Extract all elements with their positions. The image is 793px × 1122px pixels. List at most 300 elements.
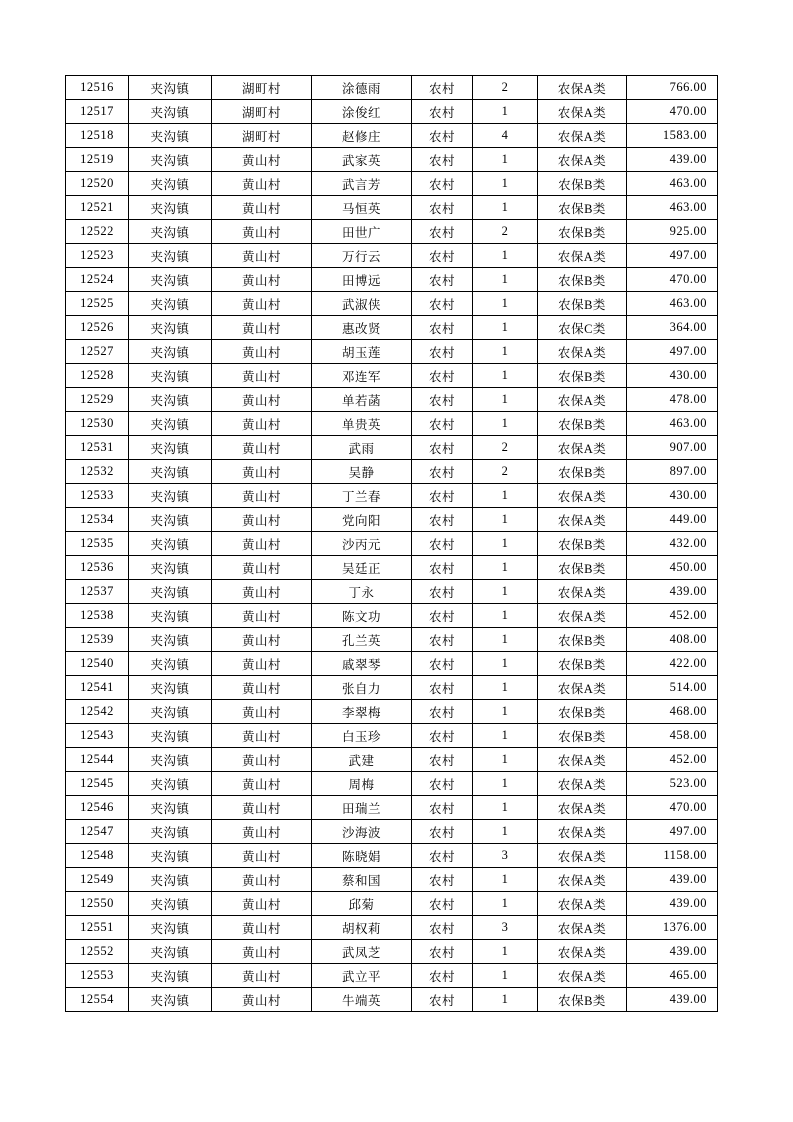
cell-category: 农保A类 <box>538 604 627 628</box>
cell-count: 1 <box>473 892 538 916</box>
cell-count: 1 <box>473 820 538 844</box>
cell-name: 陈文功 <box>312 604 412 628</box>
cell-category: 农保B类 <box>538 724 627 748</box>
cell-count: 1 <box>473 748 538 772</box>
cell-id: 12549 <box>66 868 129 892</box>
cell-amount: 497.00 <box>627 340 718 364</box>
cell-id: 12521 <box>66 196 129 220</box>
cell-village: 湖町村 <box>212 100 312 124</box>
cell-amount: 1158.00 <box>627 844 718 868</box>
cell-count: 1 <box>473 988 538 1012</box>
cell-town: 夹沟镇 <box>129 220 212 244</box>
cell-town: 夹沟镇 <box>129 340 212 364</box>
cell-category: 农保A类 <box>538 148 627 172</box>
cell-village: 黄山村 <box>212 868 312 892</box>
cell-amount: 422.00 <box>627 652 718 676</box>
table-row <box>66 988 718 1012</box>
cell-type: 农村 <box>412 580 473 604</box>
cell-type: 农村 <box>412 220 473 244</box>
cell-amount: 1583.00 <box>627 124 718 148</box>
cell-town: 夹沟镇 <box>129 556 212 580</box>
cell-name: 万行云 <box>312 244 412 268</box>
cell-name: 吴廷正 <box>312 556 412 580</box>
cell-name: 涂俊红 <box>312 100 412 124</box>
cell-town: 夹沟镇 <box>129 844 212 868</box>
table-row <box>66 676 718 700</box>
table-row <box>66 916 718 940</box>
cell-count: 1 <box>473 508 538 532</box>
cell-village: 黄山村 <box>212 196 312 220</box>
cell-amount: 432.00 <box>627 532 718 556</box>
cell-count: 2 <box>473 436 538 460</box>
cell-type: 农村 <box>412 892 473 916</box>
cell-village: 黄山村 <box>212 724 312 748</box>
cell-count: 2 <box>473 220 538 244</box>
cell-village: 黄山村 <box>212 484 312 508</box>
cell-village: 黄山村 <box>212 820 312 844</box>
cell-id: 12551 <box>66 916 129 940</box>
cell-name: 武雨 <box>312 436 412 460</box>
cell-count: 1 <box>473 388 538 412</box>
cell-type: 农村 <box>412 556 473 580</box>
cell-count: 1 <box>473 532 538 556</box>
cell-name: 孔兰英 <box>312 628 412 652</box>
table-row <box>66 652 718 676</box>
cell-amount: 439.00 <box>627 892 718 916</box>
cell-category: 农保A类 <box>538 964 627 988</box>
cell-count: 1 <box>473 628 538 652</box>
cell-count: 1 <box>473 196 538 220</box>
cell-name: 周梅 <box>312 772 412 796</box>
cell-village: 黄山村 <box>212 244 312 268</box>
cell-village: 黄山村 <box>212 916 312 940</box>
cell-id: 12548 <box>66 844 129 868</box>
cell-amount: 897.00 <box>627 460 718 484</box>
cell-id: 12541 <box>66 676 129 700</box>
table-row <box>66 292 718 316</box>
cell-type: 农村 <box>412 292 473 316</box>
cell-amount: 450.00 <box>627 556 718 580</box>
cell-town: 夹沟镇 <box>129 988 212 1012</box>
cell-category: 农保A类 <box>538 748 627 772</box>
table-row <box>66 316 718 340</box>
cell-amount: 430.00 <box>627 364 718 388</box>
cell-count: 2 <box>473 76 538 100</box>
cell-type: 农村 <box>412 796 473 820</box>
cell-name: 武凤芝 <box>312 940 412 964</box>
table-row <box>66 196 718 220</box>
cell-village: 黄山村 <box>212 988 312 1012</box>
cell-name: 沙丙元 <box>312 532 412 556</box>
cell-town: 夹沟镇 <box>129 724 212 748</box>
table-row <box>66 460 718 484</box>
table-row <box>66 844 718 868</box>
cell-amount: 439.00 <box>627 868 718 892</box>
table-row <box>66 220 718 244</box>
cell-type: 农村 <box>412 604 473 628</box>
table-row <box>66 148 718 172</box>
cell-count: 1 <box>473 940 538 964</box>
cell-type: 农村 <box>412 988 473 1012</box>
cell-count: 3 <box>473 916 538 940</box>
cell-type: 农村 <box>412 172 473 196</box>
table-row <box>66 340 718 364</box>
cell-village: 黄山村 <box>212 172 312 196</box>
cell-town: 夹沟镇 <box>129 604 212 628</box>
cell-type: 农村 <box>412 76 473 100</box>
cell-amount: 465.00 <box>627 964 718 988</box>
cell-village: 黄山村 <box>212 604 312 628</box>
cell-name: 单若菡 <box>312 388 412 412</box>
table-row <box>66 412 718 436</box>
cell-name: 马恒英 <box>312 196 412 220</box>
table-row <box>66 556 718 580</box>
cell-amount: 439.00 <box>627 148 718 172</box>
cell-type: 农村 <box>412 700 473 724</box>
cell-name: 李翠梅 <box>312 700 412 724</box>
cell-name: 丁永 <box>312 580 412 604</box>
cell-count: 1 <box>473 700 538 724</box>
cell-type: 农村 <box>412 340 473 364</box>
cell-count: 4 <box>473 124 538 148</box>
cell-name: 吴静 <box>312 460 412 484</box>
cell-amount: 1376.00 <box>627 916 718 940</box>
cell-amount: 408.00 <box>627 628 718 652</box>
cell-town: 夹沟镇 <box>129 868 212 892</box>
cell-town: 夹沟镇 <box>129 292 212 316</box>
cell-category: 农保B类 <box>538 292 627 316</box>
cell-id: 12546 <box>66 796 129 820</box>
cell-id: 12520 <box>66 172 129 196</box>
cell-count: 1 <box>473 244 538 268</box>
cell-village: 黄山村 <box>212 556 312 580</box>
cell-amount: 452.00 <box>627 604 718 628</box>
table-row <box>66 124 718 148</box>
cell-id: 12516 <box>66 76 129 100</box>
cell-type: 农村 <box>412 868 473 892</box>
cell-category: 农保A类 <box>538 340 627 364</box>
cell-name: 邓连军 <box>312 364 412 388</box>
table-row <box>66 820 718 844</box>
table-row <box>66 700 718 724</box>
cell-category: 农保A类 <box>538 388 627 412</box>
cell-id: 12545 <box>66 772 129 796</box>
table-row <box>66 868 718 892</box>
cell-town: 夹沟镇 <box>129 628 212 652</box>
cell-town: 夹沟镇 <box>129 700 212 724</box>
cell-category: 农保B类 <box>538 412 627 436</box>
table-row <box>66 364 718 388</box>
cell-town: 夹沟镇 <box>129 772 212 796</box>
cell-village: 黄山村 <box>212 412 312 436</box>
cell-amount: 439.00 <box>627 940 718 964</box>
cell-category: 农保A类 <box>538 796 627 820</box>
cell-name: 涂德雨 <box>312 76 412 100</box>
cell-village: 湖町村 <box>212 76 312 100</box>
cell-village: 黄山村 <box>212 292 312 316</box>
table-row <box>66 748 718 772</box>
cell-id: 12539 <box>66 628 129 652</box>
cell-type: 农村 <box>412 844 473 868</box>
cell-category: 农保B类 <box>538 172 627 196</box>
cell-type: 农村 <box>412 628 473 652</box>
cell-amount: 430.00 <box>627 484 718 508</box>
table-row <box>66 724 718 748</box>
cell-id: 12524 <box>66 268 129 292</box>
cell-id: 12540 <box>66 652 129 676</box>
cell-id: 12527 <box>66 340 129 364</box>
cell-name: 武建 <box>312 748 412 772</box>
cell-id: 12538 <box>66 604 129 628</box>
cell-town: 夹沟镇 <box>129 892 212 916</box>
cell-category: 农保A类 <box>538 940 627 964</box>
cell-count: 1 <box>473 868 538 892</box>
cell-type: 农村 <box>412 244 473 268</box>
cell-town: 夹沟镇 <box>129 364 212 388</box>
cell-type: 农村 <box>412 964 473 988</box>
cell-name: 武言芳 <box>312 172 412 196</box>
cell-town: 夹沟镇 <box>129 460 212 484</box>
cell-id: 12522 <box>66 220 129 244</box>
cell-name: 沙海波 <box>312 820 412 844</box>
cell-town: 夹沟镇 <box>129 964 212 988</box>
cell-id: 12518 <box>66 124 129 148</box>
table-row <box>66 100 718 124</box>
cell-count: 1 <box>473 268 538 292</box>
cell-amount: 925.00 <box>627 220 718 244</box>
cell-village: 黄山村 <box>212 388 312 412</box>
cell-id: 12537 <box>66 580 129 604</box>
cell-name: 武家英 <box>312 148 412 172</box>
table-row <box>66 964 718 988</box>
cell-type: 农村 <box>412 388 473 412</box>
cell-name: 戚翠琴 <box>312 652 412 676</box>
cell-name: 惠改贤 <box>312 316 412 340</box>
cell-amount: 523.00 <box>627 772 718 796</box>
table-row <box>66 388 718 412</box>
cell-village: 黄山村 <box>212 964 312 988</box>
cell-category: 农保A类 <box>538 124 627 148</box>
cell-type: 农村 <box>412 148 473 172</box>
cell-id: 12552 <box>66 940 129 964</box>
cell-village: 黄山村 <box>212 148 312 172</box>
cell-name: 白玉珍 <box>312 724 412 748</box>
cell-type: 农村 <box>412 268 473 292</box>
cell-name: 陈晓娟 <box>312 844 412 868</box>
cell-count: 1 <box>473 100 538 124</box>
cell-id: 12528 <box>66 364 129 388</box>
cell-category: 农保A类 <box>538 580 627 604</box>
cell-village: 黄山村 <box>212 220 312 244</box>
cell-type: 农村 <box>412 940 473 964</box>
cell-category: 农保C类 <box>538 316 627 340</box>
cell-count: 2 <box>473 460 538 484</box>
cell-count: 1 <box>473 796 538 820</box>
cell-village: 黄山村 <box>212 532 312 556</box>
table-row <box>66 484 718 508</box>
cell-name: 田世广 <box>312 220 412 244</box>
cell-count: 1 <box>473 292 538 316</box>
cell-category: 农保A类 <box>538 76 627 100</box>
cell-village: 黄山村 <box>212 844 312 868</box>
cell-count: 1 <box>473 580 538 604</box>
cell-town: 夹沟镇 <box>129 316 212 340</box>
cell-count: 1 <box>473 148 538 172</box>
cell-count: 1 <box>473 652 538 676</box>
cell-amount: 514.00 <box>627 676 718 700</box>
cell-amount: 458.00 <box>627 724 718 748</box>
table-row <box>66 532 718 556</box>
table-row <box>66 772 718 796</box>
cell-count: 1 <box>473 316 538 340</box>
table-row <box>66 508 718 532</box>
cell-name: 胡权莉 <box>312 916 412 940</box>
cell-amount: 478.00 <box>627 388 718 412</box>
cell-category: 农保A类 <box>538 484 627 508</box>
cell-name: 武立平 <box>312 964 412 988</box>
cell-count: 1 <box>473 676 538 700</box>
cell-name: 田瑞兰 <box>312 796 412 820</box>
cell-village: 黄山村 <box>212 508 312 532</box>
cell-town: 夹沟镇 <box>129 388 212 412</box>
cell-type: 农村 <box>412 316 473 340</box>
cell-amount: 452.00 <box>627 748 718 772</box>
cell-name: 武淑侠 <box>312 292 412 316</box>
cell-category: 农保B类 <box>538 268 627 292</box>
cell-amount: 497.00 <box>627 820 718 844</box>
cell-name: 赵修庄 <box>312 124 412 148</box>
cell-id: 12534 <box>66 508 129 532</box>
cell-amount: 470.00 <box>627 796 718 820</box>
cell-village: 黄山村 <box>212 748 312 772</box>
cell-category: 农保B类 <box>538 460 627 484</box>
cell-village: 黄山村 <box>212 316 312 340</box>
cell-count: 1 <box>473 364 538 388</box>
cell-village: 黄山村 <box>212 268 312 292</box>
cell-town: 夹沟镇 <box>129 820 212 844</box>
cell-id: 12542 <box>66 700 129 724</box>
cell-type: 农村 <box>412 484 473 508</box>
cell-amount: 766.00 <box>627 76 718 100</box>
cell-town: 夹沟镇 <box>129 940 212 964</box>
cell-id: 12533 <box>66 484 129 508</box>
cell-category: 农保B类 <box>538 364 627 388</box>
cell-village: 黄山村 <box>212 460 312 484</box>
cell-town: 夹沟镇 <box>129 148 212 172</box>
cell-amount: 907.00 <box>627 436 718 460</box>
cell-id: 12543 <box>66 724 129 748</box>
cell-type: 农村 <box>412 652 473 676</box>
cell-town: 夹沟镇 <box>129 916 212 940</box>
cell-category: 农保A类 <box>538 844 627 868</box>
cell-type: 农村 <box>412 412 473 436</box>
cell-type: 农村 <box>412 772 473 796</box>
table-row <box>66 940 718 964</box>
cell-id: 12531 <box>66 436 129 460</box>
cell-type: 农村 <box>412 364 473 388</box>
cell-village: 黄山村 <box>212 652 312 676</box>
cell-id: 12529 <box>66 388 129 412</box>
cell-type: 农村 <box>412 196 473 220</box>
cell-town: 夹沟镇 <box>129 100 212 124</box>
cell-amount: 439.00 <box>627 580 718 604</box>
cell-name: 丁兰春 <box>312 484 412 508</box>
cell-village: 黄山村 <box>212 772 312 796</box>
cell-id: 12519 <box>66 148 129 172</box>
cell-category: 农保B类 <box>538 196 627 220</box>
cell-type: 农村 <box>412 676 473 700</box>
cell-type: 农村 <box>412 916 473 940</box>
table-row <box>66 892 718 916</box>
cell-id: 12535 <box>66 532 129 556</box>
cell-count: 1 <box>473 412 538 436</box>
cell-category: 农保B类 <box>538 556 627 580</box>
cell-count: 3 <box>473 844 538 868</box>
cell-name: 张自力 <box>312 676 412 700</box>
cell-id: 12544 <box>66 748 129 772</box>
cell-count: 1 <box>473 484 538 508</box>
cell-id: 12530 <box>66 412 129 436</box>
cell-id: 12526 <box>66 316 129 340</box>
cell-amount: 463.00 <box>627 196 718 220</box>
cell-village: 黄山村 <box>212 436 312 460</box>
table-row <box>66 580 718 604</box>
cell-town: 夹沟镇 <box>129 580 212 604</box>
cell-village: 黄山村 <box>212 676 312 700</box>
cell-amount: 497.00 <box>627 244 718 268</box>
cell-amount: 463.00 <box>627 172 718 196</box>
cell-id: 12550 <box>66 892 129 916</box>
cell-category: 农保B类 <box>538 652 627 676</box>
cell-town: 夹沟镇 <box>129 652 212 676</box>
cell-type: 农村 <box>412 820 473 844</box>
cell-town: 夹沟镇 <box>129 244 212 268</box>
cell-amount: 470.00 <box>627 100 718 124</box>
cell-id: 12525 <box>66 292 129 316</box>
cell-category: 农保A类 <box>538 916 627 940</box>
cell-town: 夹沟镇 <box>129 676 212 700</box>
cell-name: 牛端英 <box>312 988 412 1012</box>
records-table-body <box>66 76 718 1012</box>
cell-village: 黄山村 <box>212 796 312 820</box>
cell-town: 夹沟镇 <box>129 532 212 556</box>
table-row <box>66 628 718 652</box>
cell-amount: 470.00 <box>627 268 718 292</box>
cell-amount: 439.00 <box>627 988 718 1012</box>
table-row <box>66 268 718 292</box>
cell-name: 党向阳 <box>312 508 412 532</box>
cell-name: 胡玉莲 <box>312 340 412 364</box>
cell-amount: 468.00 <box>627 700 718 724</box>
cell-town: 夹沟镇 <box>129 484 212 508</box>
cell-town: 夹沟镇 <box>129 172 212 196</box>
cell-count: 1 <box>473 964 538 988</box>
cell-amount: 449.00 <box>627 508 718 532</box>
table-row <box>66 172 718 196</box>
cell-amount: 364.00 <box>627 316 718 340</box>
cell-town: 夹沟镇 <box>129 76 212 100</box>
cell-count: 1 <box>473 340 538 364</box>
cell-id: 12547 <box>66 820 129 844</box>
cell-id: 12523 <box>66 244 129 268</box>
cell-count: 1 <box>473 724 538 748</box>
cell-village: 黄山村 <box>212 628 312 652</box>
cell-village: 黄山村 <box>212 700 312 724</box>
cell-id: 12532 <box>66 460 129 484</box>
cell-category: 农保A类 <box>538 892 627 916</box>
cell-type: 农村 <box>412 124 473 148</box>
cell-town: 夹沟镇 <box>129 748 212 772</box>
